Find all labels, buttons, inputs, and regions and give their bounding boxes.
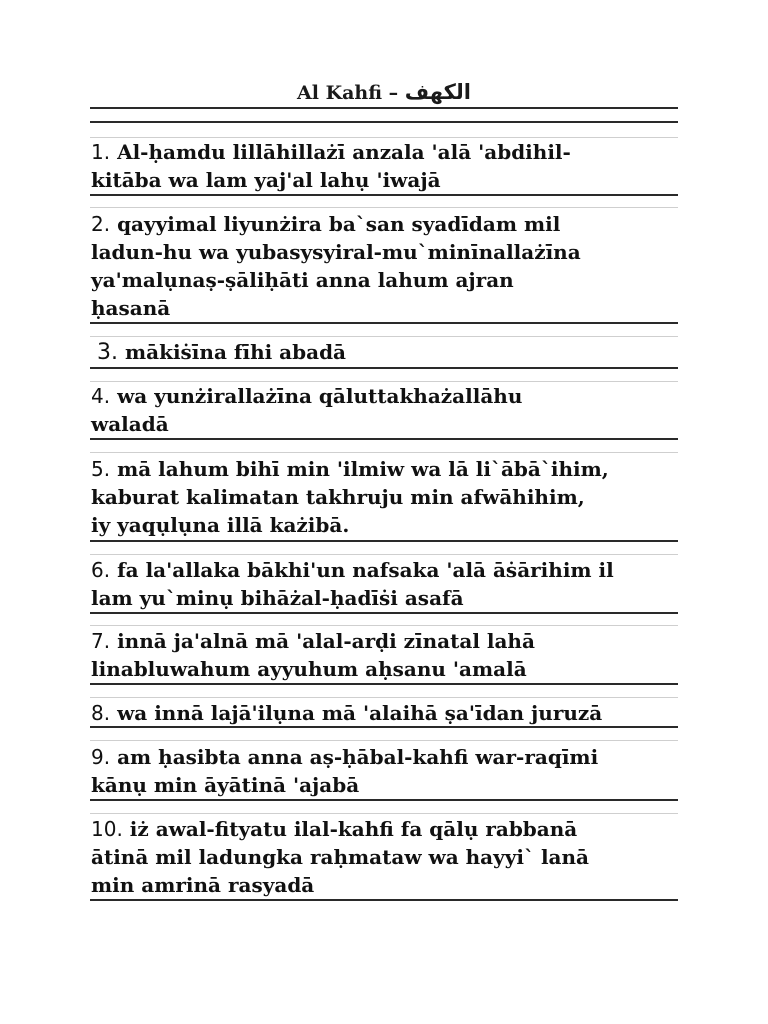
verse-8: [91, 699, 691, 727]
row-top-rule: [90, 336, 678, 337]
verse-number: 10.: [91, 817, 123, 841]
verse-text-line: ya'malụnaṣ-ṣāliḥāti anna lahum ajran: [91, 268, 514, 292]
verse-text-line: ladun-hu wa yubasysyiral-mu`minīnallażīna: [91, 240, 581, 264]
verse-divider: [90, 322, 678, 324]
verse-divider: [90, 540, 678, 542]
verse-divider: [90, 612, 678, 614]
verse-number: 8.: [91, 701, 111, 725]
verse-number: 5.: [91, 457, 111, 481]
verse-divider: [90, 899, 678, 901]
page-title: [90, 80, 678, 104]
row-top-rule: [90, 452, 678, 453]
verse-text-line: wa innā lajā'ilụna mā 'alaihā ṣa'īdan juruzā: [117, 701, 603, 725]
header-rule: [90, 121, 678, 123]
verse-text-line: qayyimal liyunżira ba`san syadīdam mil: [117, 212, 561, 236]
verse-1: [91, 138, 691, 194]
row-top-rule: [90, 697, 678, 698]
verse-divider: [90, 683, 678, 685]
verse-4: [91, 382, 691, 438]
verse-text-line: min amrinā rasyadā: [91, 873, 315, 897]
verse-text-line: fa la'allaka bākhi'un nafsaka 'alā āṡārihim il: [117, 558, 614, 582]
verse-text-line: kaburat kalimatan takhruju min afwāhihim,: [91, 485, 585, 509]
row-top-rule: [90, 625, 678, 626]
verse-number: 9.: [91, 745, 111, 769]
title-arabic: الكهف: [404, 80, 471, 104]
verse-divider: [90, 726, 678, 728]
verse-number: 4.: [91, 384, 111, 408]
verse-6: [91, 556, 691, 612]
verse-10: [91, 815, 691, 899]
verse-text-line: linabluwahum ayyuhum aḥsanu 'amalā: [91, 657, 527, 681]
verse-text-line: ātinā mil ladungka raḥmataw wa hayyi` lanā: [91, 845, 589, 869]
verse-divider: [90, 194, 678, 196]
verse-text-line: wa yunżirallażīna qāluttakhażallāhu: [117, 384, 523, 408]
verse-divider: [90, 367, 678, 369]
verse-7: [91, 627, 691, 683]
verse-text-line: ḥasanā: [91, 296, 171, 320]
verse-text-line: waladā: [91, 412, 169, 436]
verse-text-line: am ḥasibta anna aṣ-ḥābal-kahfi war-raqīmi: [117, 745, 599, 769]
verse-number: 3.: [97, 340, 118, 365]
verse-text-line: iy yaqụlụna illā każibā.: [91, 513, 350, 537]
verse-text-line: iż awal-fityatu ilal-kahfi fa qālụ rabbanā: [129, 817, 578, 841]
verse-text-line: Al-ḥamdu lillāhillażī anzala 'alā 'abdihil-: [117, 140, 571, 164]
row-top-rule: [90, 740, 678, 741]
verse-9: [91, 743, 691, 799]
verse-divider: [90, 438, 678, 440]
verse-text-line: lam yu`minụ bihāżal-ḥadīṡi asafā: [91, 586, 464, 610]
title-divider: [90, 107, 678, 109]
verse-divider: [90, 799, 678, 801]
verse-number: 2.: [91, 212, 111, 236]
title-latin: Al Kahfi –: [297, 82, 399, 104]
row-top-rule: [90, 554, 678, 555]
verse-text-line: innā ja'alnā mā 'alal-arḍi zīnatal lahā: [117, 629, 535, 653]
verse-text-line: mākiṡīna fīhi abadā: [124, 340, 347, 364]
verse-3: [97, 338, 697, 367]
verse-number: 6.: [91, 558, 111, 582]
row-top-rule: [90, 207, 678, 208]
verse-text-line: kitāba wa lam yaj'al lahụ 'iwajā: [91, 168, 441, 192]
verse-number: 1.: [91, 140, 111, 164]
verse-2: [91, 210, 691, 322]
verse-number: 7.: [91, 629, 111, 653]
verse-5: [91, 455, 691, 539]
verse-text-line: kānụ min āyātinā 'ajabā: [91, 773, 360, 797]
row-top-rule: [90, 813, 678, 814]
verse-text-line: mā lahum bihī min 'ilmiw wa lā li`ābā`ihim,: [117, 457, 609, 481]
